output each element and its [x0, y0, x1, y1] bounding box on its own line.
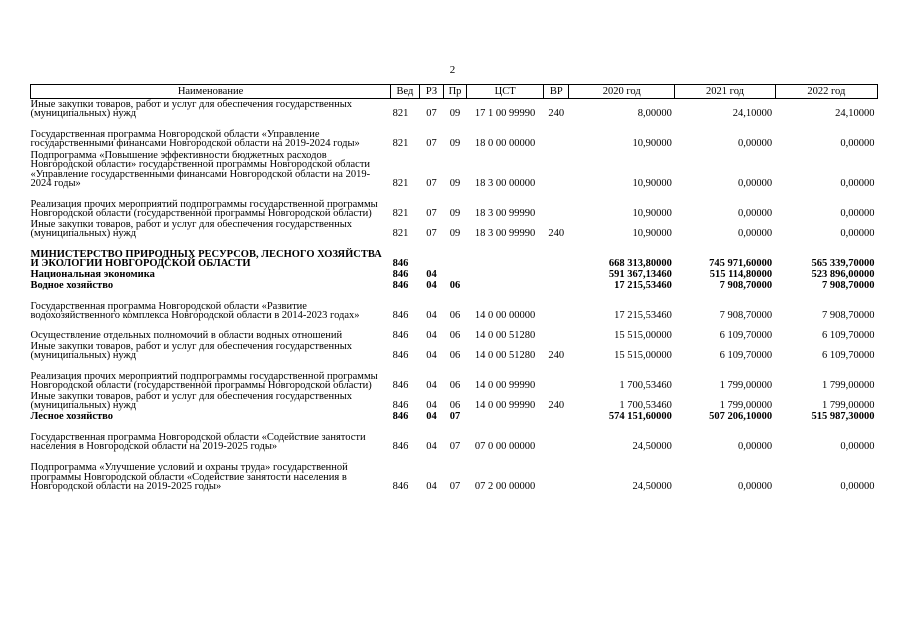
row-pr: 07 [449, 411, 461, 423]
row-vr [544, 239, 569, 269]
table-row [31, 280, 878, 291]
row-ved: 846 [392, 380, 409, 392]
row-2021: 7 908,70000 [719, 280, 773, 292]
row-ved: 846 [392, 280, 409, 292]
row-pr [444, 269, 467, 280]
row-cst: 14 0 00 00000 [474, 310, 536, 322]
table-row [31, 189, 878, 219]
row-cst [466, 411, 544, 422]
budget-table [30, 84, 878, 492]
row-ved: 846 [392, 310, 409, 322]
table-row [31, 341, 878, 361]
row-rz: 07 [426, 208, 437, 220]
row-rz: 07 [426, 228, 437, 240]
row-2022: 0,00000 [840, 138, 875, 150]
row-rz: 04 [426, 441, 437, 453]
row-cst: 18 3 00 99990 [474, 228, 536, 240]
row-2021: 1 799,00000 [719, 380, 773, 392]
row-2020: 17 215,53460 [614, 310, 672, 322]
row-2020: 574 151,60000 [608, 411, 672, 423]
table-row [31, 452, 878, 492]
row-cst: 18 3 00 00000 [474, 178, 536, 190]
row-name: Осуществление отдельных полномочий в области водных отношений [30, 330, 343, 342]
row-ved: 821 [392, 178, 409, 190]
table-row [31, 219, 878, 239]
row-vr [544, 149, 569, 189]
row-pr: 06 [449, 350, 461, 362]
table-row [31, 422, 878, 452]
row-2020: 668 313,80000 [608, 258, 672, 270]
row-2021: 0,00000 [738, 208, 773, 220]
row-2021: 745 971,60000 [709, 258, 773, 270]
row-2020: 8,00000 [637, 108, 672, 120]
row-2020: 10,90000 [632, 228, 672, 240]
row-name: Иные закупки товаров, работ и услуг для обеспечения государственных (муниципальных) нужд [30, 218, 353, 240]
row-2020: 10,90000 [632, 208, 672, 220]
row-2022: 515 987,30000 [811, 411, 875, 423]
row-2022: 0,00000 [840, 228, 875, 240]
row-vr: 240 [548, 400, 565, 412]
row-2020: 24,50000 [632, 481, 672, 493]
row-pr: 09 [449, 228, 461, 240]
row-rz: 04 [426, 310, 437, 322]
row-ved: 846 [392, 411, 409, 423]
row-2022: 565 339,70000 [811, 258, 875, 270]
col-2020-header: 2020 год [569, 85, 675, 99]
row-vr [544, 411, 569, 422]
row-name: Иные закупки товаров, работ и услуг для обеспечения государственных (муниципальных) нужд [30, 340, 353, 362]
row-rz: 04 [426, 269, 437, 281]
row-pr: 09 [449, 108, 461, 120]
row-pr: 06 [449, 330, 461, 342]
row-cst: 18 3 00 99990 [474, 208, 536, 220]
row-2022: 7 908,70000 [822, 280, 875, 292]
row-rz: 04 [426, 280, 437, 292]
row-ved: 846 [392, 269, 409, 281]
row-ved: 846 [392, 441, 409, 453]
col-ved-header: Вед [391, 85, 420, 99]
row-2021: 0,00000 [738, 138, 773, 150]
row-ved: 846 [392, 330, 409, 342]
row-2021: 0,00000 [738, 481, 773, 493]
row-cst: 14 0 00 51280 [474, 330, 536, 342]
table-row [31, 391, 878, 411]
table-header [31, 85, 878, 99]
row-vr [544, 119, 569, 149]
row-name: Национальная экономика [30, 269, 155, 281]
row-name: Водное хозяйство [30, 280, 114, 292]
row-rz: 07 [426, 138, 437, 150]
row-cst: 18 0 00 00000 [474, 138, 536, 150]
row-vr [544, 321, 569, 341]
row-2021: 7 908,70000 [719, 310, 773, 322]
col-rz-header: РЗ [419, 85, 444, 99]
row-vr [544, 452, 569, 492]
row-2021: 515 114,80000 [709, 269, 773, 281]
row-vr: 240 [548, 108, 565, 120]
row-name: Иные закупки товаров, работ и услуг для обеспечения государственных (муниципальных) нужд [30, 98, 353, 120]
row-rz: 04 [426, 380, 437, 392]
row-2020: 15 515,00000 [614, 330, 672, 342]
row-pr [444, 239, 467, 269]
row-name: Реализация прочих мероприятий подпрограммы государственной программы Новгородской области (государственной программы Новгородской области) [30, 370, 378, 392]
row-vr [544, 361, 569, 391]
row-vr [544, 189, 569, 219]
table-row [31, 411, 878, 422]
row-2022: 0,00000 [840, 481, 875, 493]
row-ved: 821 [392, 208, 409, 220]
table-row [31, 321, 878, 341]
row-2020: 10,90000 [632, 178, 672, 190]
row-vr [544, 422, 569, 452]
row-2020: 15 515,00000 [614, 350, 672, 362]
table-row [31, 361, 878, 391]
row-pr: 07 [449, 481, 461, 493]
col-vr-header: ВР [544, 85, 569, 99]
col-pr-header: Пр [444, 85, 467, 99]
row-pr: 09 [449, 178, 461, 190]
row-2020: 591 367,13460 [608, 269, 672, 281]
row-2020: 10,90000 [632, 138, 672, 150]
row-cst [466, 269, 544, 280]
col-cst-header: ЦСТ [466, 85, 544, 99]
row-ved: 846 [392, 350, 409, 362]
row-pr: 09 [449, 138, 461, 150]
row-vr: 240 [548, 350, 565, 362]
row-ved: 846 [392, 400, 409, 412]
row-name: Государственная программа Новгородской области «Развитие водохозяйственного комплекса Новгородской области в 2014-2023 годах» [30, 300, 360, 322]
table-row [31, 239, 878, 269]
row-rz: 04 [426, 330, 437, 342]
row-name: МИНИСТЕРСТВО ПРИРОДНЫХ РЕСУРСОВ, ЛЕСНОГО ХОЗЯЙСТВА И ЭКОЛОГИИ НОВГОРОДСКОЙ ОБЛАСТИ [30, 248, 382, 270]
row-2021: 0,00000 [738, 441, 773, 453]
row-cst: 14 0 00 99990 [474, 380, 536, 392]
row-pr: 06 [449, 400, 461, 412]
table-row [31, 269, 878, 280]
row-name: Государственная программа Новгородской области «Управление государственными финансами Новгородской области на 2019-2024 годы» [30, 128, 360, 150]
row-vr [544, 291, 569, 321]
row-2020: 24,50000 [632, 441, 672, 453]
row-ved: 846 [392, 258, 409, 270]
row-cst: 07 2 00 00000 [474, 481, 536, 493]
row-pr: 07 [449, 441, 461, 453]
row-rz [419, 239, 444, 269]
row-pr: 06 [449, 280, 461, 292]
row-name: Подпрограмма «Улучшение условий и охраны труда» государственной программы Новгородской области «Содействие занятости населения в Новгородской области на 2019-2025 годы» [30, 462, 348, 493]
row-vr: 240 [548, 228, 565, 240]
table-row [31, 149, 878, 189]
row-2021: 6 109,70000 [719, 350, 773, 362]
row-2021: 24,10000 [732, 108, 773, 120]
row-cst [466, 280, 544, 291]
row-2020: 1 700,53460 [619, 380, 672, 392]
col-name-header: Наименование [31, 85, 391, 99]
row-2021: 1 799,00000 [719, 400, 773, 412]
row-name: Реализация прочих мероприятий подпрограммы государственной программы Новгородской области (государственной программы Новгородской области) [30, 198, 378, 220]
row-cst: 07 0 00 00000 [474, 441, 536, 453]
row-cst [466, 239, 544, 269]
row-cst: 14 0 00 51280 [474, 350, 536, 362]
page-number: 2 [449, 64, 456, 76]
col-2022-header: 2022 год [775, 85, 877, 99]
row-2022: 7 908,70000 [822, 310, 875, 322]
row-name: Иные закупки товаров, работ и услуг для обеспечения государственных (муниципальных) нужд [30, 390, 353, 412]
row-2021: 6 109,70000 [719, 330, 773, 342]
row-2020: 1 700,53460 [619, 400, 672, 412]
row-rz: 04 [426, 411, 437, 423]
table-row [31, 119, 878, 149]
table-row [31, 99, 878, 120]
row-2021: 0,00000 [738, 228, 773, 240]
row-ved: 821 [392, 108, 409, 120]
row-rz: 04 [426, 481, 437, 493]
row-2022: 24,10000 [835, 108, 875, 120]
row-name: Подпрограмма «Повышение эффективности бюджетных расходов Новгородской области» государственной программы Новгородской области «Управление государственными финансами Новгородской области на 2019-2024 годы» [30, 149, 371, 190]
row-pr: 06 [449, 380, 461, 392]
table-row [31, 291, 878, 321]
table-body [31, 99, 878, 493]
row-2022: 1 799,00000 [822, 380, 875, 392]
row-2022: 6 109,70000 [822, 330, 875, 342]
row-2022: 1 799,00000 [822, 400, 875, 412]
row-2021: 507 206,10000 [709, 411, 773, 423]
row-pr: 09 [449, 208, 461, 220]
row-rz: 04 [426, 400, 437, 412]
row-pr: 06 [449, 310, 461, 322]
row-2022: 523 896,00000 [811, 269, 875, 281]
row-ved: 821 [392, 228, 409, 240]
row-2021: 0,00000 [738, 178, 773, 190]
row-2022: 0,00000 [840, 441, 875, 453]
row-name: Лесное хозяйство [30, 411, 114, 423]
row-vr [544, 269, 569, 280]
row-name: Государственная программа Новгородской области «Содействие занятости населения в Новгородской области на 2019-2025 годы» [30, 431, 366, 453]
row-2022: 0,00000 [840, 178, 875, 190]
row-rz: 07 [426, 178, 437, 190]
row-rz: 04 [426, 350, 437, 362]
row-vr [544, 280, 569, 291]
row-cst: 17 1 00 99990 [474, 108, 536, 120]
row-2022: 0,00000 [840, 208, 875, 220]
row-ved: 846 [392, 481, 409, 493]
row-2022: 6 109,70000 [822, 350, 875, 362]
row-rz: 07 [426, 108, 437, 120]
row-cst: 14 0 00 99990 [474, 400, 536, 412]
col-2021-header: 2021 год [675, 85, 775, 99]
row-ved: 821 [392, 138, 409, 150]
row-2020: 17 215,53460 [614, 280, 672, 292]
